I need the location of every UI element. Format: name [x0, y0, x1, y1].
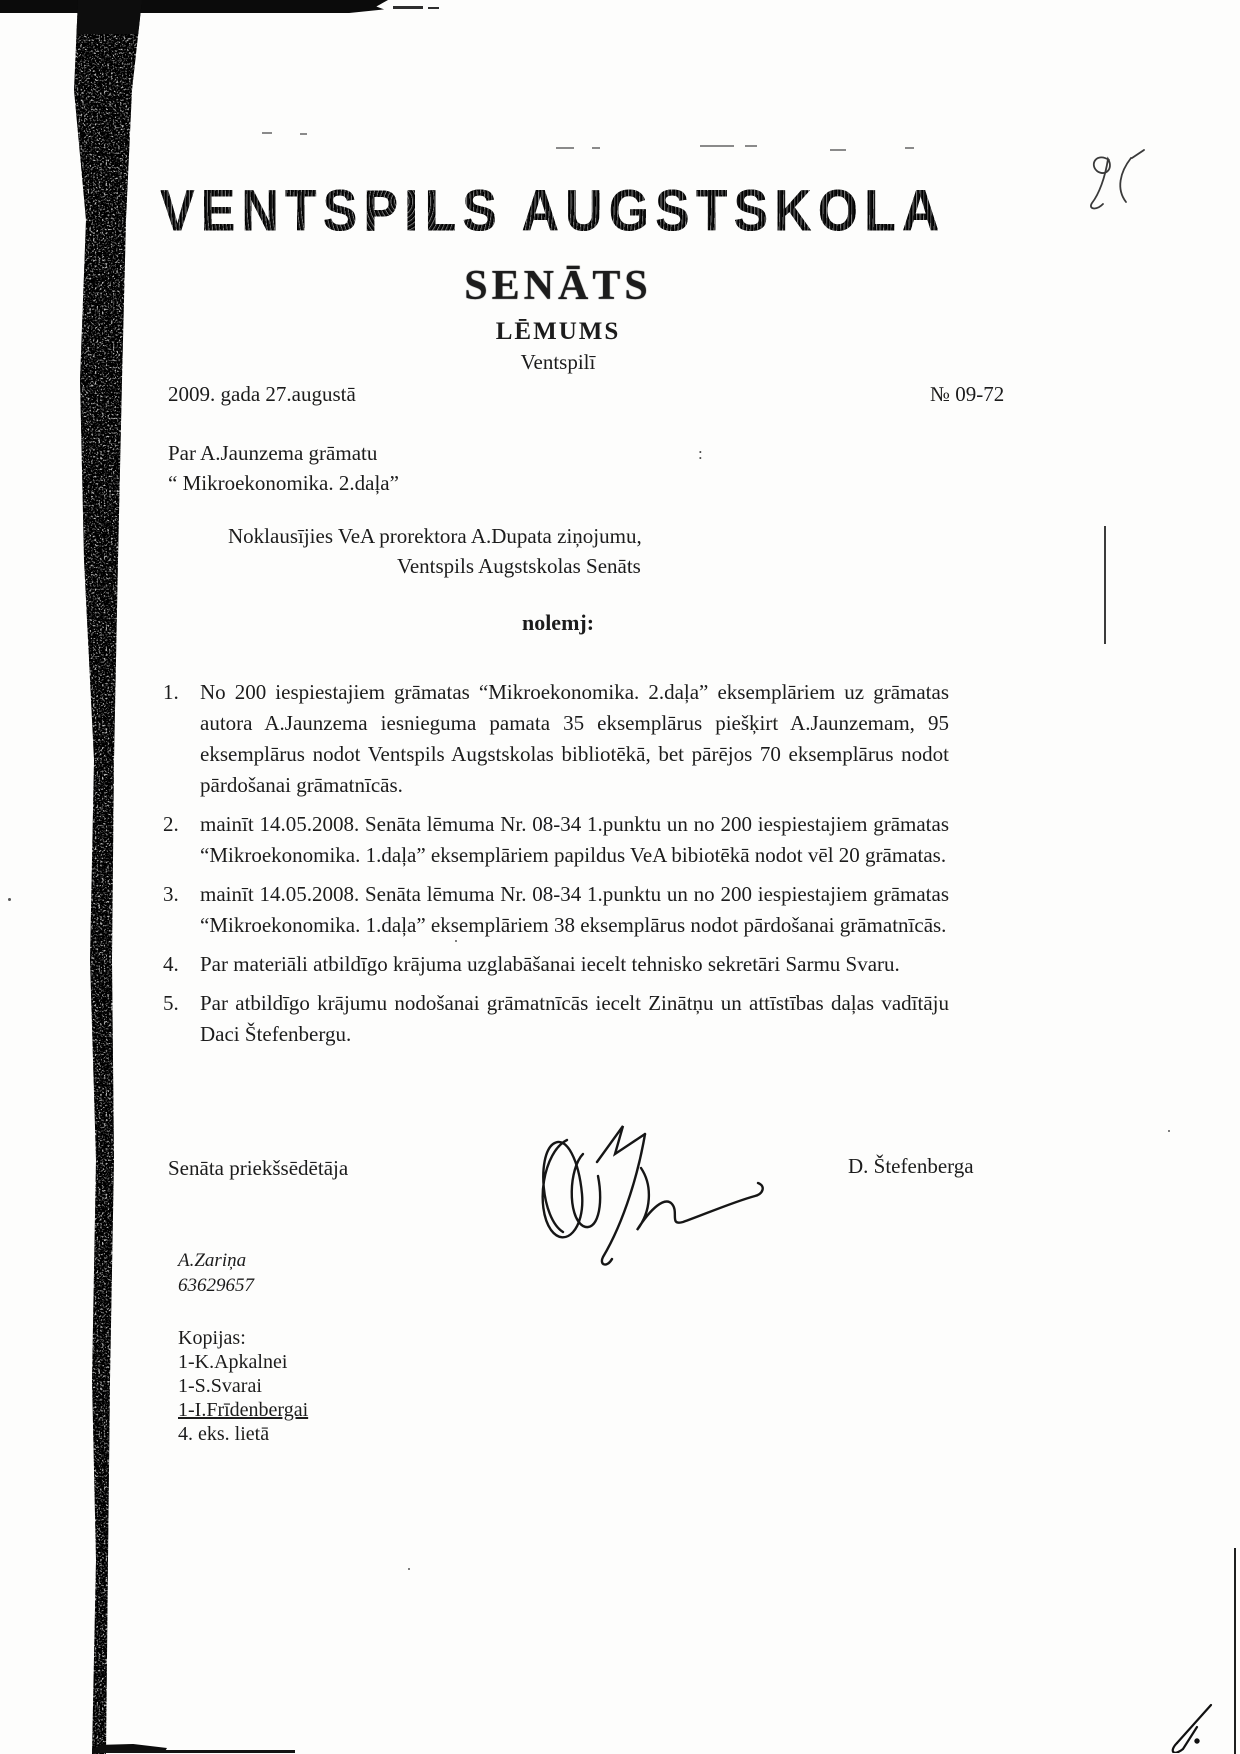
- decision-item: [163, 988, 949, 1050]
- scan-dash: [300, 133, 307, 135]
- scan-speck: [8, 898, 11, 901]
- scan-dash: [745, 145, 757, 147]
- decision-item: [163, 809, 949, 871]
- scan-bottom-line: [100, 1750, 295, 1753]
- scan-dash: [556, 147, 574, 149]
- scan-dash: [428, 7, 439, 9]
- scan-vertical-line: [1104, 526, 1106, 644]
- decision-item-number: 4.: [163, 952, 179, 976]
- decision-list: [163, 677, 949, 1050]
- signature-scribble: [505, 1112, 775, 1272]
- copies-item: 1-S.Svarai: [178, 1375, 262, 1397]
- subject-line-2: “ Mikroekonomika. 2.daļa”: [168, 471, 399, 495]
- scan-dash: [700, 145, 734, 147]
- copies-title: Kopijas:: [178, 1327, 246, 1349]
- decision-item-number: 3.: [163, 882, 179, 906]
- senate-title: SENĀTS: [464, 263, 652, 309]
- preparer-name: A.Zariņa: [178, 1250, 247, 1271]
- decision-item-number: 1.: [163, 680, 179, 704]
- decision-item-text: Par atbildīgo krājumu nodošanai grāmatnīcās iecelt Zinātņu un attīstības daļas vadītāju Daci Štefenbergu.: [200, 991, 949, 1046]
- signature-name: D. Štefenberga: [848, 1154, 974, 1178]
- decision-item-text: No 200 iespiestajiem grāmatas “Mikroekonomika. 2.daļa” eksemplāriem uz grāmatas autora A.Jaunzema iesnieguma pamata 35 eksemplārus piešķirt A.Jaunzemam, 95 eksemplārus nodot Ventspils Augstskolas bibliotēkā, bet pārējos 70 eksemplārus nodot pārdošanai grāmatnīcās.: [200, 680, 949, 797]
- scan-edge-band: [70, 0, 160, 1754]
- decision-item-number: 5.: [163, 991, 179, 1015]
- scan-speck: [408, 1568, 410, 1570]
- copies-item: 1-K.Apkalnei: [178, 1351, 288, 1373]
- resolution-heading: nolemj:: [521, 610, 595, 635]
- decision-item-number: 2.: [163, 812, 179, 836]
- scan-colon-artifact: :: [698, 444, 703, 463]
- scan-top-bar: [0, 0, 388, 13]
- decision-item: [163, 677, 949, 801]
- doc-type-title: LĒMUMS: [495, 318, 621, 345]
- copies-item: 1-I.Frīdenbergai: [178, 1399, 309, 1421]
- decision-item: [163, 949, 949, 980]
- preamble-line-1: Noklausījies VeA prorektora A.Dupata ziņojumu,: [228, 524, 642, 548]
- signature-role: Senāta priekšsēdētāja: [168, 1156, 349, 1180]
- doc-date: 2009. gada 27.augustā: [168, 382, 356, 406]
- preamble-line-2: Ventspils Augstskolas Senāts: [397, 554, 641, 578]
- copies-item: 4. eks. lietā: [178, 1423, 270, 1445]
- institution-name: VENTSPILS AUGSTSKOLA: [160, 178, 960, 245]
- preparer-phone: 63629657: [178, 1275, 254, 1296]
- decision-item-text: Par materiāli atbildīgo krājuma uzglabāšanai iecelt tehnisko sekretāri Sarmu Svaru.: [200, 952, 900, 976]
- place-label: Ventspilī: [520, 350, 596, 374]
- decision-item: [163, 879, 949, 941]
- scan-dash: [830, 149, 846, 151]
- copies-block: [178, 1326, 308, 1446]
- scan-dash: [592, 147, 600, 149]
- scan-dash: [905, 147, 914, 149]
- handwritten-page-mark: [1085, 146, 1155, 218]
- scan-dash: [393, 6, 423, 9]
- scan-speck: [1168, 1130, 1170, 1132]
- preparer-block: [178, 1248, 254, 1298]
- subject-block: [168, 438, 399, 498]
- subject-line-1: Par A.Jaunzema grāmatu: [168, 441, 378, 465]
- decision-item-text: mainīt 14.05.2008. Senāta lēmuma Nr. 08-34 1.punktu un no 200 iespiestajiem grāmatas “Mikroekonomika. 1.daļa” eksemplāriem papildus VeA bibiotēkā nodot vēl 20 grāmatas.: [200, 812, 949, 867]
- scan-dash: [262, 132, 272, 134]
- handwritten-check-mark: [1163, 1695, 1223, 1753]
- decision-item-text: mainīt 14.05.2008. Senāta lēmuma Nr. 08-34 1.punktu un no 200 iespiestajiem grāmatas “Mikroekonomika. 1.daļa” eksemplāriem 38 eksemplārus nodot pārdošanai grāmatnīcās.: [200, 882, 949, 937]
- scan-right-edge-line: [1234, 1548, 1236, 1754]
- doc-number: № 09-72: [930, 382, 1005, 406]
